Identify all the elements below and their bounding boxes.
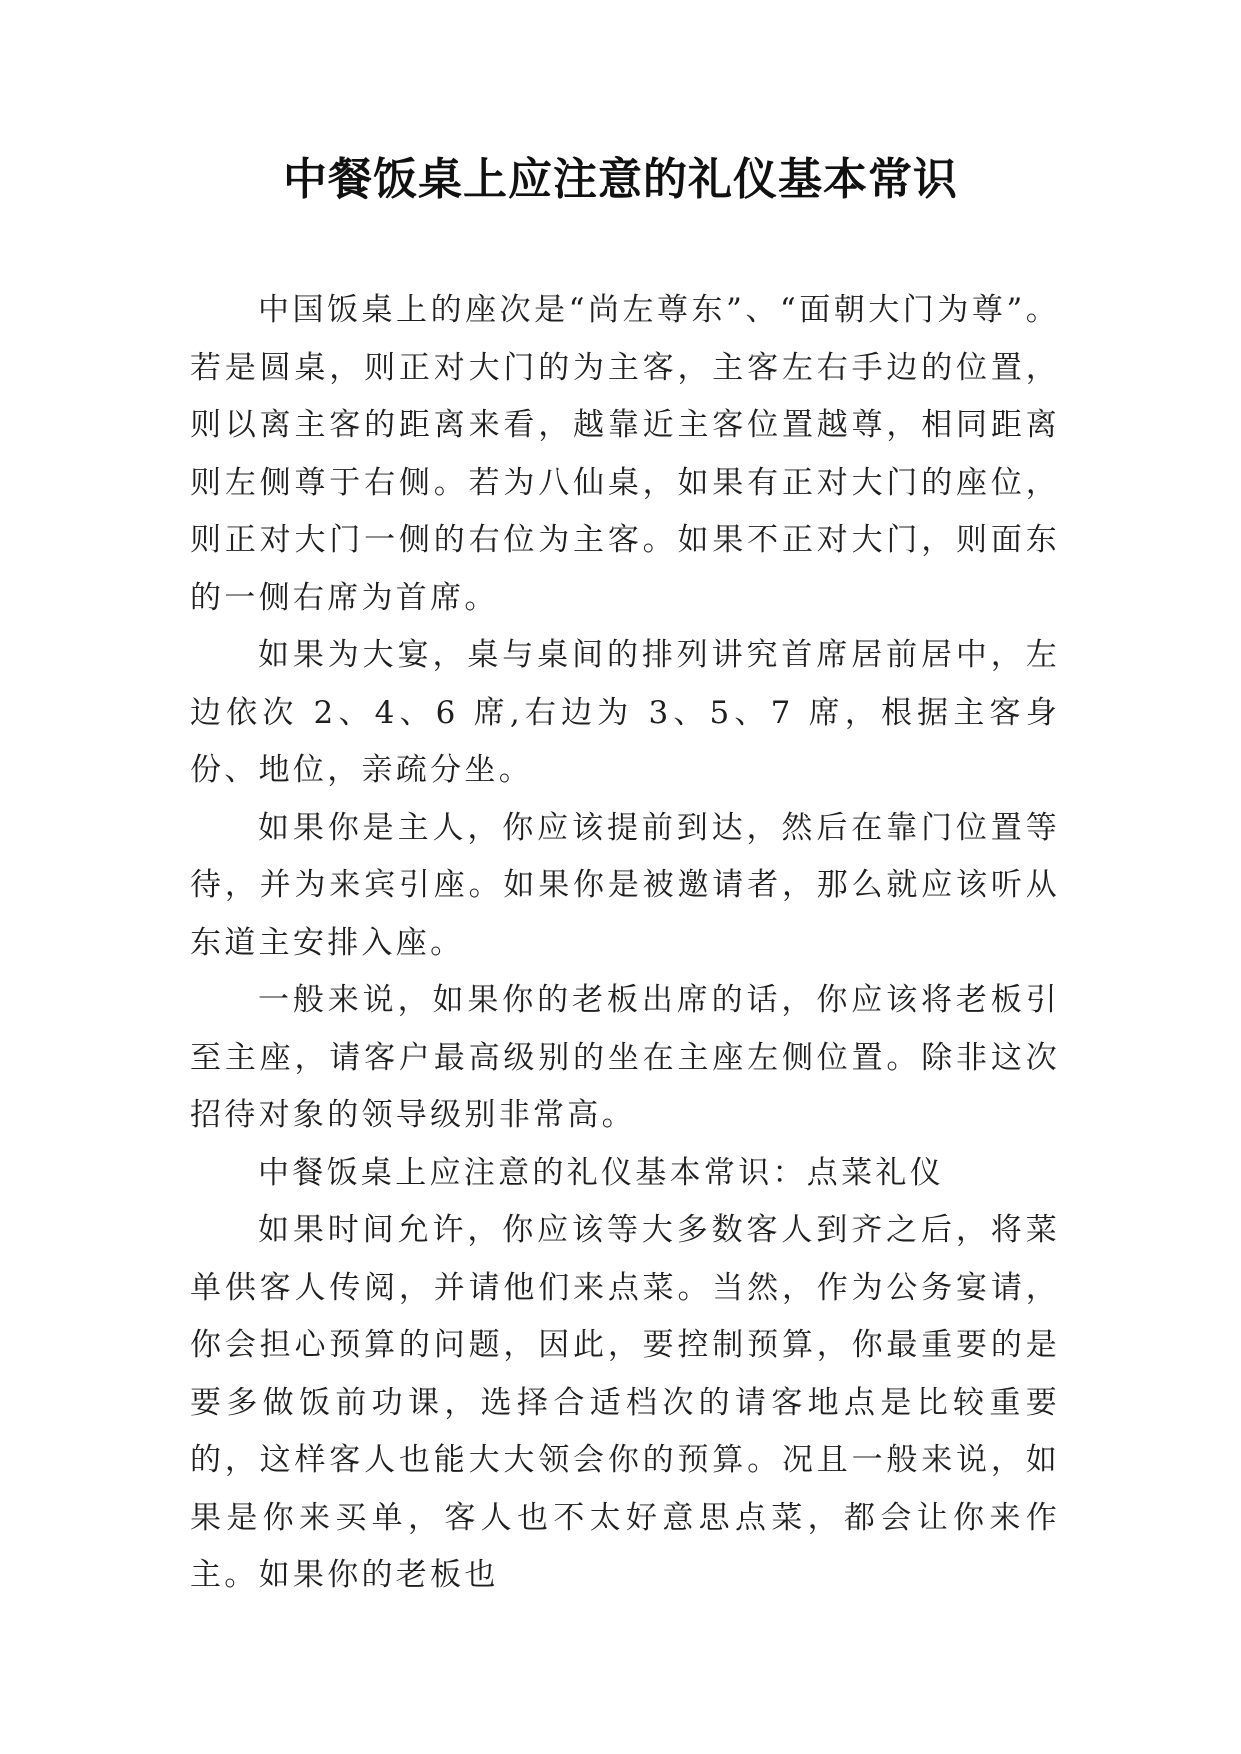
document-body [190,282,1060,1605]
paragraph-seating-order: 中国饭桌上的座次是“尚左尊东”、“面朝大门为尊”。若是圆桌，则正对大门的为主客，主客左右手边的位置，则以离主客的距离来看，越靠近主客位置越尊，相同距离则左侧尊于右侧。若为八仙桌，如果有正对大门的座位，则正对大门一侧的右位为主客。如果不正对大门，则面东的一侧右席为首席。 [190,292,1060,616]
paragraph-ordering-etiquette: 如果时间允许，你应该等大多数客人到齐之后，将菜单供客人传阅，并请他们来点菜。当然，作为公务宴请，你会担心预算的问题，因此，要控制预算，你最重要的是要多做饭前功课，选择合适档次的请客地点是比较重要的，这样客人也能大大领会你的预算。况且一般来说，如果是你来买单，客人也不太好意思点菜，都会让你来作主。如果你的老板也 [190,1212,1060,1593]
paragraph-boss-seating: 一般来说，如果你的老板出席的话，你应该将老板引至主座，请客户最高级别的坐在主座左侧位置。除非这次招待对象的领导级别非常高。 [190,982,1060,1133]
paragraph-banquet-layout: 如果为大宴，桌与桌间的排列讲究首席居前居中，左边依次 2、4、6 席,右边为 3、5、7 席，根据主客身份、地位，亲疏分坐。 [190,637,1060,788]
document-title: 中餐饭桌上应注意的礼仪基本常识 [283,154,958,205]
paragraph-host-guest: 如果你是主人，你应该提前到达，然后在靠门位置等待，并为来宾引座。如果你是被邀请者，那么就应该听从东道主安排入座。 [190,809,1060,961]
section-heading-ordering: 中餐饭桌上应注意的礼仪基本常识：点菜礼仪 [258,1154,944,1191]
